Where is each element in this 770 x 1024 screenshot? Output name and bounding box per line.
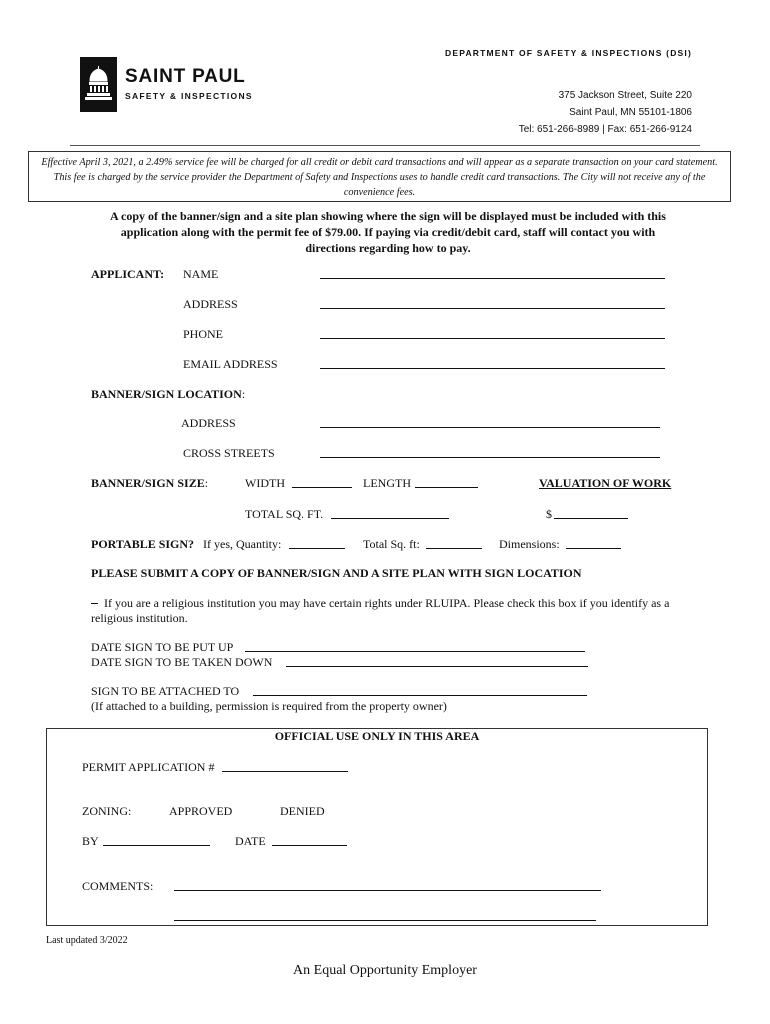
official-date-field[interactable] bbox=[272, 845, 347, 846]
by-label: BY bbox=[82, 834, 99, 848]
fee-notice-text: Effective April 3, 2021, a 2.49% service fee will be charged for all credit or debit card transactions and will appear as a separate transaction on your card statement. This fee is charged by the service provider the Department of Safety and Inspections uses to handle credit card transactions. The City will not receive any of the convenience fees. bbox=[41, 157, 718, 198]
last-updated: Last updated 3/2022 bbox=[46, 935, 128, 946]
header-divider bbox=[70, 145, 700, 146]
logo-subtitle: SAFETY & INSPECTIONS bbox=[125, 91, 253, 101]
religious-institution-checkbox[interactable] bbox=[91, 603, 98, 604]
applicant-label: APPLICANT: bbox=[91, 267, 165, 281]
applicant-email-label: EMAIL ADDRESS bbox=[183, 357, 278, 371]
logo-title: SAINT PAUL bbox=[125, 66, 246, 87]
attached-to-field[interactable] bbox=[253, 695, 587, 696]
fee-notice-box bbox=[28, 151, 731, 202]
location-colon: : bbox=[241, 387, 246, 401]
applicant-phone-field[interactable] bbox=[320, 338, 665, 339]
total-sqft-label: TOTAL SQ. FT. bbox=[245, 507, 324, 521]
date-taken-down-field[interactable] bbox=[286, 666, 588, 667]
comments-field-line-1[interactable] bbox=[174, 890, 601, 891]
instructions: A copy of the banner/sign and a site plan showing where the sign will be displayed must be included with this application along with the permit fee of $79.00. If paying via credit/debit card, staff will contact you with directions regarding how to pay. bbox=[110, 209, 666, 255]
permit-number-field[interactable] bbox=[222, 771, 348, 772]
length-label: LENGTH bbox=[363, 476, 411, 490]
department-name: DEPARTMENT OF SAFETY & INSPECTIONS (DSI) bbox=[445, 48, 692, 58]
location-label: BANNER/SIGN LOCATION bbox=[91, 387, 242, 401]
capitol-logo-icon bbox=[80, 57, 117, 112]
applicant-name-label: NAME bbox=[183, 267, 219, 281]
portable-quantity-field[interactable] bbox=[289, 548, 345, 549]
width-label: WIDTH bbox=[245, 476, 285, 490]
portable-quantity-label: If yes, Quantity: bbox=[203, 537, 282, 551]
location-address-label: ADDRESS bbox=[181, 416, 236, 430]
date-put-up-label: DATE SIGN TO BE PUT UP bbox=[91, 640, 234, 654]
date-taken-down-label: DATE SIGN TO BE TAKEN DOWN bbox=[91, 655, 273, 669]
official-use-box bbox=[46, 728, 708, 926]
portable-total-label: Total Sq. ft: bbox=[363, 537, 420, 551]
attached-to-label: SIGN TO BE ATTACHED TO bbox=[91, 684, 240, 698]
valuation-field[interactable] bbox=[554, 518, 628, 519]
portable-dimensions-label: Dimensions: bbox=[499, 537, 560, 551]
applicant-address-label: ADDRESS bbox=[183, 297, 238, 311]
length-field[interactable] bbox=[415, 487, 478, 488]
equal-opportunity-employer: An Equal Opportunity Employer bbox=[293, 963, 477, 978]
applicant-name-field[interactable] bbox=[320, 278, 665, 279]
rluipa-text-line-2: religious institution. bbox=[91, 611, 188, 625]
attached-note: (If attached to a building, permission is required from the property owner) bbox=[91, 699, 447, 713]
width-field[interactable] bbox=[292, 487, 352, 488]
comments-field-line-2[interactable] bbox=[174, 920, 596, 921]
size-heading bbox=[91, 476, 208, 491]
size-colon: : bbox=[204, 476, 209, 490]
permit-number-label: PERMIT APPLICATION # bbox=[82, 760, 215, 774]
zoning-approved[interactable]: APPROVED bbox=[169, 804, 233, 818]
address-line-2: Saint Paul, MN 55101-1806 bbox=[569, 107, 692, 118]
applicant-phone-label: PHONE bbox=[183, 327, 224, 341]
valuation-dollar-sign: $ bbox=[546, 507, 552, 521]
portable-dimensions-field[interactable] bbox=[566, 548, 621, 549]
cross-streets-field[interactable] bbox=[320, 457, 660, 458]
comments-label: COMMENTS: bbox=[82, 879, 154, 893]
by-field[interactable] bbox=[103, 845, 210, 846]
zoning-label: ZONING: bbox=[82, 804, 132, 818]
official-date-label: DATE bbox=[235, 834, 266, 848]
official-use-title: OFFICIAL USE ONLY IN THIS AREA bbox=[274, 729, 480, 743]
size-label: BANNER/SIGN SIZE bbox=[91, 476, 205, 490]
address-line-1: 375 Jackson Street, Suite 220 bbox=[558, 90, 692, 101]
date-put-up-field[interactable] bbox=[245, 651, 585, 652]
rluipa-text-line-1: If you are a religious institution you may have certain rights under RLUIPA. Please check this box if you identify as a bbox=[104, 596, 670, 610]
zoning-denied[interactable]: DENIED bbox=[280, 804, 325, 818]
location-address-field[interactable] bbox=[320, 427, 660, 428]
portable-label: PORTABLE SIGN? bbox=[91, 537, 195, 551]
applicant-email-field[interactable] bbox=[320, 368, 665, 369]
cross-streets-label: CROSS STREETS bbox=[183, 446, 275, 460]
submit-notice: PLEASE SUBMIT A COPY OF BANNER/SIGN AND A SITE PLAN WITH SIGN LOCATION bbox=[91, 566, 582, 580]
applicant-address-field[interactable] bbox=[320, 308, 665, 309]
portable-total-field[interactable] bbox=[426, 548, 482, 549]
valuation-label: VALUATION OF WORK bbox=[539, 476, 672, 490]
contact-line: Tel: 651-266-8989 | Fax: 651-266-9124 bbox=[518, 124, 692, 135]
location-heading bbox=[91, 387, 245, 402]
total-sqft-field[interactable] bbox=[331, 518, 449, 519]
